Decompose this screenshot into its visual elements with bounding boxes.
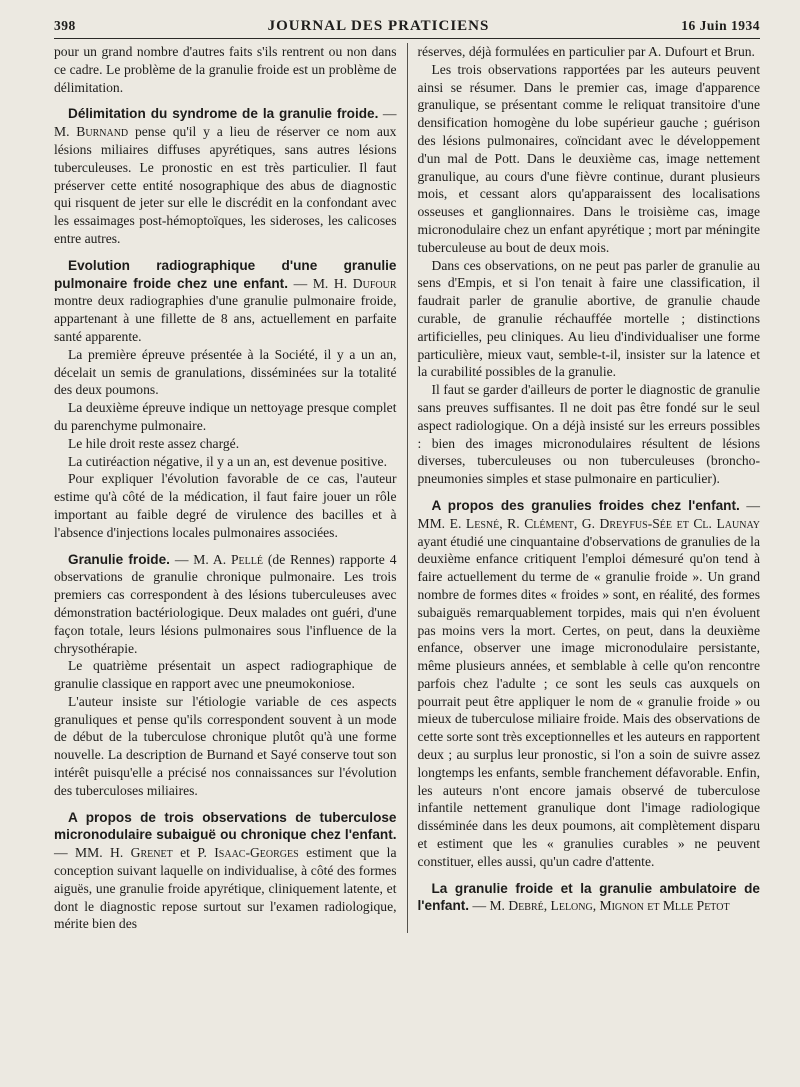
author-name: Burnand	[76, 124, 129, 140]
author-name: Debré, Lelong, Mignon et Mlle Petot	[508, 898, 730, 914]
section-title: Evolution radiographique d'une granulie pulmonaire froide chez une enfant.	[54, 257, 397, 291]
section-debre: La granulie froide et la granulie ambulatoire de l'enfant. — M. Debré, Lelong, Mignon et Mlle Petot	[417, 880, 760, 914]
paragraph: La première épreuve présentée à la Société, il y a un an, décelait un semis de granulations, disséminées sur la totalité des deux poumons.	[54, 346, 397, 398]
section-title: Délimitation du syndrome de la granulie froide.	[68, 106, 379, 122]
author-name: Grenet	[130, 845, 173, 861]
section-title: La granulie froide et la granulie ambulatoire de l'enfant.	[417, 880, 760, 914]
paragraph: Il faut se garder d'ailleurs de porter le diagnostic de granulie sans preuves suffisantes. Il ne doit pas être fondé sur le seul aspect radiologique. On a déjà insisté sur les erreurs possibles : bien des images micronodulaires résultent de lésions diverses, tuberculeuses ou non tuberculeuses (broncho-pneumonies simples et stase pulmonaire en particulier).	[417, 382, 760, 487]
author-name: Lesné, R. Clément, G. Dreyfus-Sée et Cl. Launay	[465, 515, 760, 531]
paragraph: La cutiréaction négative, il y a un an, est devenue positive.	[68, 453, 387, 469]
author-name: Isaac-Georges	[214, 845, 299, 861]
section-title: A propos des granulies froides chez l'enfant.	[431, 497, 740, 513]
section-pelle: Granulie froide. — M. A. Pellé (de Rennes) rapporte 4 observations de granulie chronique pulmonaire. Les trois premiers cas correspondent à des lésions tuberculeuses avec démonstration bactériologique. Deux malades ont guéri, d'une façon totale, leurs lésions pulmonaires sous l'influence de la chrysothérapie.	[54, 551, 397, 656]
paragraph: Le quatrième présentait un aspect radiographique de granulie classique en rapport avec une pneumokoniose.	[54, 658, 397, 692]
section-burnand: Délimitation du syndrome de la granulie froide. — M. Burnand pense qu'il y a lieu de réserver ce nom aux lésions miliaires diffuses apyrétiques, sans autres lésions tuberculeuses. Le pronostic en est très particulier. Il faut préserver cette entité nosographique des abus de diagnostic qui risquent de jeter sur elle le discrédit en la confondant avec les essaimages post-hémoptoïques, les sideroses, les calicoses entre autres.	[54, 106, 397, 246]
section-title: Granulie froide.	[68, 551, 170, 567]
section-title: A propos de trois observations de tuberculose micronodulaire subaiguë ou chronique chez l'enfant.	[54, 809, 397, 843]
paragraph: pour un grand nombre d'autres faits s'ils rentrent ou non dans ce cadre. Le problème de la granulie froide est un problème de délimitation.	[54, 44, 397, 95]
paragraph: L'auteur insiste sur l'étiologie variable de ces aspects granuliques et pense qu'ils correspondent souvent à un mode de début de la tuberculose chronique plutôt qu'à une forme nouvelle. La description de Burnand et Sayé conserve tout son intérêt puisqu'elle a précisé nos connaissances sur l'évolution des tuberculoses miliaires.	[54, 693, 397, 798]
left-column	[54, 43, 407, 933]
journal-title: JOURNAL DES PRATICIENS	[267, 18, 490, 34]
paragraph: Dans ces observations, on ne peut pas parler de granulie au sens d'Empis, et si l'on tenait à faire une classification, il faudrait parler de granulie abortive, de granulie chaude curable, de granulie réchauffée mortelle ; distinctions artificielles, peu cliniques. Au lieu d'individualiser une forme particulière, mieux vaut, semble-t-il, insister sur la latence et la curabilité possibles de la granulie.	[417, 257, 760, 380]
paragraph: Les trois observations rapportées par les auteurs peuvent ainsi se résumer. Dans le premier cas, image d'apparence granulique, se présentant comme le reliquat transitoire d'une densification homogène du lobe supérieur gauche ; guérison des lésions pulmonaires, coïncidant avec le développement d'un mal de Pott. Dans le deuxième cas, image nettement granulique, au cours d'une fièvre continue, durant plusieurs mois, et cessant alors qu'apparaissent des localisations osseuses et ganglionnaires. Dans le troisième cas, image micronodulaire chez un enfant apyrétique ; mort par méningite tuberculeuse au bout de deux mois.	[417, 61, 760, 255]
author-name: Dufour	[352, 275, 397, 291]
author-name: Pellé	[231, 551, 263, 567]
paragraph: Pour expliquer l'évolution favorable de ce cas, l'auteur estime qu'à côté de la médication, il faut faire jouer un rôle important au faible degré de virulence des bacilles et à l'absence d'injections locales pulmonaires associées.	[54, 471, 397, 540]
paragraph: La deuxième épreuve indique un nettoyage presque complet du parenchyme pulmonaire.	[54, 400, 397, 433]
issue-date: 16 Juin 1934	[681, 18, 760, 33]
page-header	[54, 18, 760, 39]
paragraph: Le hile droit reste assez chargé.	[68, 435, 240, 451]
section-grenet: A propos de trois observations de tuberculose micronodulaire subaiguë ou chronique chez l'enfant. — MM. H. Grenet et P. Isaac-Georges estiment que la conception suivant laquelle on individualise, à côté des formes aiguës, une granulie froide apyrétique, cliniquement latente, et dont le diagnostic repose surtout sur l'examen radiologique, mérite bien des	[54, 809, 397, 932]
section-lesne: A propos des granulies froides chez l'enfant. — MM. E. Lesné, R. Clément, G. Dreyfus-Sée et Cl. Launay ayant étudié une cinquantaine d'observations de granulies de la deuxième enfance critiquent l'emploi démesuré qu'on tend à faire actuellement du terme de « granulie froide ». Un grand nombre de formes dites « froides » sont, en réalité, des formes subaiguës remarquablement torpides, mais qui n'en évoluent pas moins vers la mort. Certes, on peut, dans la deuxième enfance, observer une image micronodulaire persistante, même plusieurs années, et semblable à celle qu'on rencontre parfois chez l'adulte ; ce sont les seuls cas auxquels on pourrait peut être appliquer le nom de « granulie froide » ou mieux de tuberculose miliaire froide. Mais des observations de cette sorte sont très exceptionnelles et les auteurs en rapportent deux ; au surplus leur pronostic, si l'on a soin de suivre assez longtemps les enfants, semble franchement défavorable. Enfin, les auteurs n'ont encore jamais observé de tuberculose infantile nettement granulique dont l'image radiologique disséminée dans les deux poumons, ait complètement disparu et estiment que les « granulies curables » ne peuvent constituer, elles aussi, qu'un cadre d'attente.	[417, 497, 760, 869]
section-dufour: Evolution radiographique d'une granulie pulmonaire froide chez une enfant. — M. H. Dufour montre deux radiographies d'une granulie pulmonaire froide, appartenant à une fillette de 8 ans, actuellement en parfaite santé apparente.	[54, 257, 397, 344]
paragraph: réserves, déjà formulées en particulier par A. Dufourt et Brun.	[417, 44, 755, 59]
page-number: 398	[54, 18, 76, 33]
right-column	[407, 43, 761, 933]
text-columns	[54, 43, 760, 933]
